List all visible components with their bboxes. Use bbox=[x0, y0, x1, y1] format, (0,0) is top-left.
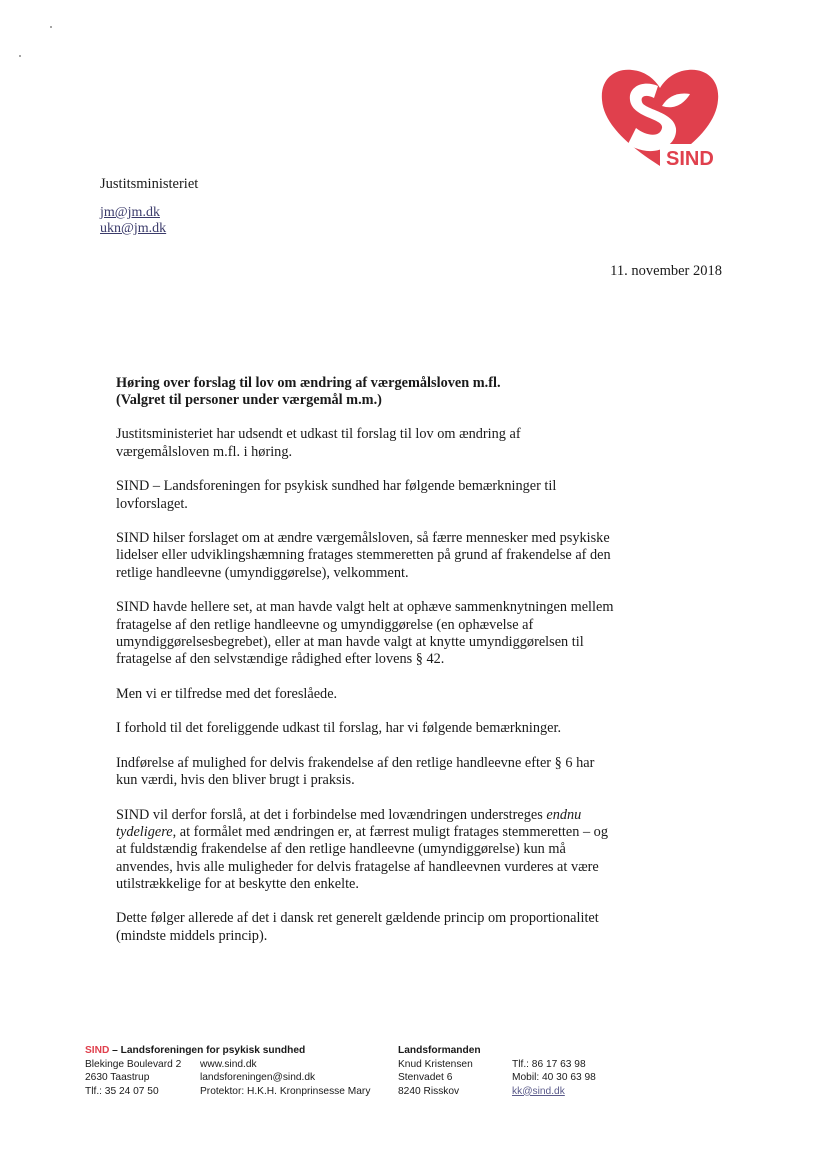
footer-chair-contact-column bbox=[512, 1058, 596, 1099]
scan-speck bbox=[19, 55, 21, 57]
footer-address-line: 2630 Taastrup bbox=[85, 1072, 150, 1083]
subject-line: Høring over forslag til lov om ændring af værgemålsloven m.fl. bbox=[116, 375, 501, 391]
emphasis-text: endnu tydeligere bbox=[116, 806, 582, 841]
paragraph: Indførelse af mulighed for delvis frakendelse af den retlige handleevne efter § 6 har kun værdi, hvis den bliver brugt i praksis. bbox=[116, 755, 595, 789]
text-run: SIND vil derfor forslå, at det i forbindelse med lovændringen understreges bbox=[116, 806, 547, 823]
closing-paragraph: Dette følger allerede af det i dansk ret generelt gældende princip om proportionalitet (mindste middels princip). bbox=[116, 910, 599, 944]
footer-address-line: Blekinge Boulevard 2 bbox=[85, 1058, 182, 1070]
footer-chair-mobile: Mobil: 40 30 63 98 bbox=[512, 1072, 596, 1083]
subject-heading bbox=[116, 375, 616, 409]
recipient-block bbox=[100, 176, 198, 237]
scan-speck bbox=[50, 26, 52, 28]
recipient-name: Justitsministeriet bbox=[100, 176, 199, 192]
paragraph: Justitsministeriet har udsendt et udkast til forslag til lov om ændring af værgemålsloven m.fl. i høring. bbox=[116, 426, 521, 460]
footer-org-name: – Landsforeningen for psykisk sundhed bbox=[109, 1045, 306, 1056]
footer-chair-street: Stenvadet 6 bbox=[398, 1072, 453, 1083]
heart-s-logo-icon bbox=[598, 66, 722, 170]
footer-contact-column bbox=[200, 1058, 370, 1099]
footer-chair-phone: Tlf.: 86 17 63 98 bbox=[512, 1058, 586, 1070]
footer-patron: Protektor: H.K.H. Kronprinsesse Mary bbox=[200, 1085, 371, 1097]
footer-chair-column bbox=[398, 1044, 481, 1098]
footer-chair-name: Knud Kristensen bbox=[398, 1058, 473, 1070]
paragraph-with-emphasis bbox=[116, 807, 616, 893]
footer-org-heading bbox=[85, 1044, 305, 1058]
paragraph: SIND havde hellere set, at man havde valgt helt at ophæve sammenknytningen mellem fratagelse af den retlige handleevne og umyndiggørelse (en ophævelse af umyndiggørelsesbegrebet), eller at man havde valgt at knytte umyndiggørelsen til fratagelse af den selvstændige rådighed efter lovens § 42. bbox=[116, 599, 614, 667]
paragraph: SIND – Landsforeningen for psykisk sundhed har følgende bemærkninger til lovforslaget. bbox=[116, 478, 557, 512]
paragraph: I forhold til det foreliggende udkast til forslag, har vi følgende bemærkninger. bbox=[116, 720, 562, 737]
paragraph: Men vi er tilfredse med det foreslåede. bbox=[116, 685, 338, 702]
recipient-email-link[interactable]: ukn@jm.dk bbox=[100, 221, 167, 236]
logo-text: SIND bbox=[666, 148, 714, 170]
letter-date: 11. november 2018 bbox=[610, 263, 722, 279]
footer-email[interactable]: landsforeningen@sind.dk bbox=[200, 1072, 316, 1083]
letter-body bbox=[116, 375, 616, 962]
footer-brand: SIND bbox=[85, 1045, 110, 1056]
paragraph: SIND hilser forslaget om at ændre værgemålsloven, så færre mennesker med psykiske lidelser eller udviklingshæmning fratages stemmeretten på grund af frakendelse af den retlige handleevne (umyndiggørelse), velkomment. bbox=[116, 530, 611, 581]
recipient-email-link[interactable]: jm@jm.dk bbox=[100, 205, 160, 220]
footer-website[interactable]: www.sind.dk bbox=[200, 1058, 257, 1070]
sind-logo bbox=[598, 66, 722, 170]
text-run: , at formålet med ændringen er, at færrest muligt fratages stemmeretten – og at fuldstændig frakendelse af den retlige handleevne (umyndiggørelse) kun må anvendes, hvis alle muligheder for delvis fratagelse af handleevnen vurderes at være utilstrækkelige for at beskytte den enkelte. bbox=[116, 824, 608, 892]
footer-chair-city: 8240 Risskov bbox=[398, 1085, 460, 1097]
subject-line: (Valgret til personer under værgemål m.m.) bbox=[116, 392, 382, 409]
footer-chair-title: Landsformanden bbox=[398, 1045, 481, 1056]
footer-phone: Tlf.: 35 24 07 50 bbox=[85, 1085, 159, 1097]
footer-chair-email-link[interactable]: kk@sind.dk bbox=[512, 1085, 565, 1097]
